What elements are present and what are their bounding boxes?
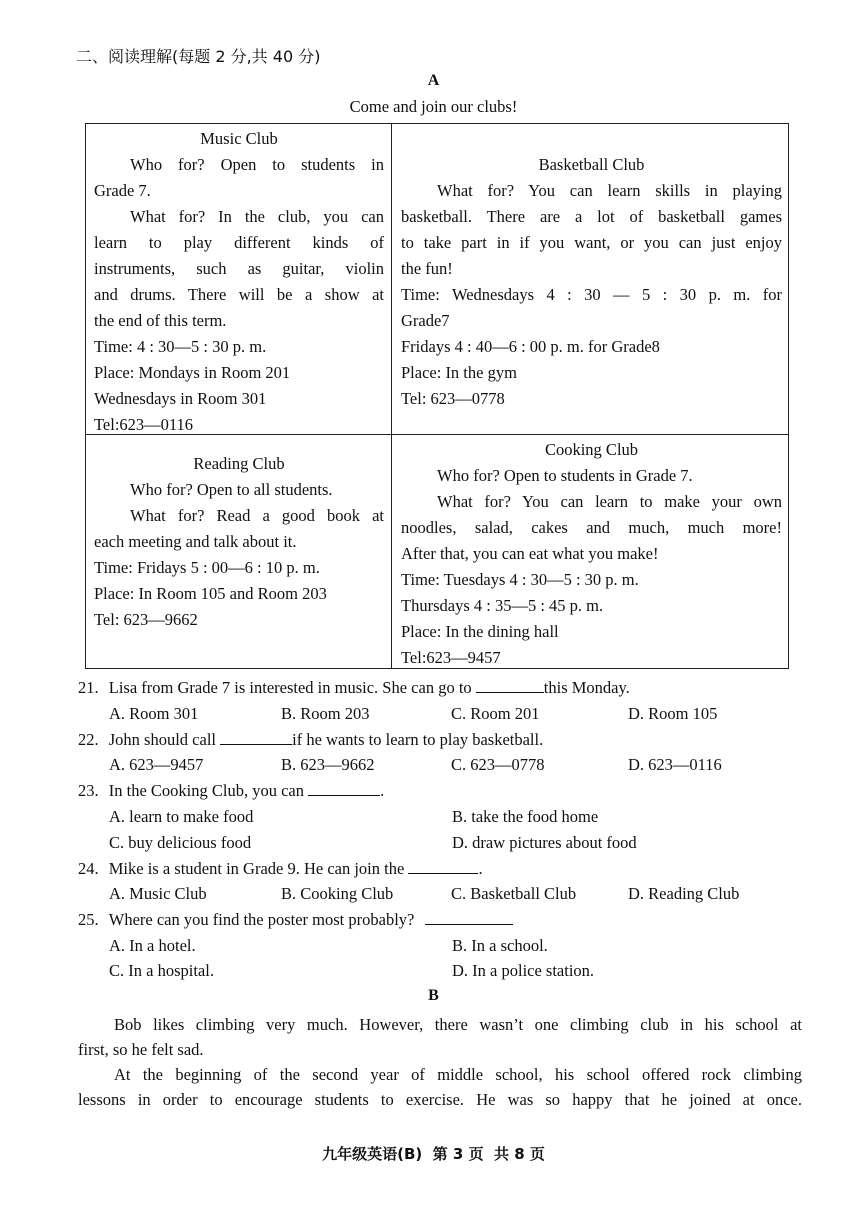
option-21-d[interactable]: D. Room 105 bbox=[628, 704, 718, 723]
question-stem-end: this Monday. bbox=[543, 678, 630, 697]
cooking-club-time: Time: Tuesdays 4 : 30—5 : 30 p. m. bbox=[401, 570, 639, 589]
cooking-club-what-line: noodles, salad, cakes and much, much more! bbox=[401, 518, 782, 537]
music-club-what: What for? In the club, you can bbox=[130, 207, 384, 226]
question-22 bbox=[78, 730, 543, 750]
question-21 bbox=[78, 678, 630, 698]
passage-line: Bob likes climbing very much. However, there wasn’t one climbing club in his school at bbox=[114, 1015, 802, 1034]
part-a-label: A bbox=[427, 72, 440, 89]
reading-club-who: Who for? Open to all students. bbox=[130, 480, 333, 499]
question-number: 21. bbox=[78, 678, 99, 697]
cooking-club-who: Who for? Open to students in Grade 7. bbox=[437, 466, 693, 485]
reading-club-what: What for? Read a good book at bbox=[130, 506, 384, 525]
music-club-what-line: instruments, such as guitar, violin bbox=[94, 259, 384, 278]
basketball-club-what-line: to take part in if you want, or you can just enjoy bbox=[401, 233, 782, 252]
basketball-club-tel: Tel: 623—0778 bbox=[401, 389, 505, 408]
basketball-club-time-cont: Fridays 4 : 40—6 : 00 p. m. for Grade8 bbox=[401, 337, 660, 356]
music-club-what-line: and drums. There will be a show at bbox=[94, 285, 384, 304]
question-stem-end: . bbox=[380, 781, 385, 800]
page-footer: 九年级英语(B) 第 3 页 共 8 页 bbox=[322, 1145, 545, 1163]
part-b-label: B bbox=[428, 987, 439, 1004]
option-24-b[interactable]: B. Cooking Club bbox=[281, 884, 394, 903]
option-23-b[interactable]: B. take the food home bbox=[452, 807, 599, 826]
reading-club-cell bbox=[94, 451, 384, 633]
basketball-club-what: What for? You can learn skills in playing bbox=[437, 181, 782, 200]
option-25-c[interactable]: C. In a hospital. bbox=[109, 961, 214, 980]
cooking-club-title: Cooking Club bbox=[544, 440, 639, 459]
option-24-a[interactable]: A. Music Club bbox=[109, 884, 207, 903]
option-22-c[interactable]: C. 623—0778 bbox=[451, 755, 545, 774]
option-23-a[interactable]: A. learn to make food bbox=[109, 807, 254, 826]
answer-blank[interactable] bbox=[425, 910, 513, 925]
passage-line: At the beginning of the second year of middle school, his school offered rock climbing bbox=[114, 1065, 802, 1084]
question-23 bbox=[78, 781, 384, 801]
reading-club-tel: Tel: 623—9662 bbox=[94, 610, 198, 629]
option-24-c[interactable]: C. Basketball Club bbox=[451, 884, 577, 903]
question-24 bbox=[78, 859, 483, 879]
cooking-club-time-cont: Thursdays 4 : 35—5 : 45 p. m. bbox=[401, 596, 604, 615]
cooking-club-cell bbox=[401, 437, 782, 671]
basketball-club-time-cont: Grade7 bbox=[401, 311, 450, 330]
option-21-c[interactable]: C. Room 201 bbox=[451, 704, 540, 723]
question-stem-end: . bbox=[478, 859, 483, 878]
option-25-b[interactable]: B. In a school. bbox=[452, 936, 548, 955]
question-stem: Where can you find the poster most probably? bbox=[108, 910, 415, 929]
basketball-club-time: Time: Wednesdays 4 : 30 — 5 : 30 p. m. for bbox=[401, 285, 782, 304]
cooking-club-what-line: After that, you can eat what you make! bbox=[401, 544, 659, 563]
answer-blank[interactable] bbox=[220, 730, 292, 745]
music-club-place: Place: Mondays in Room 201 bbox=[94, 363, 291, 382]
question-number: 22. bbox=[78, 730, 99, 749]
passage-line: lessons in order to encourage students to exercise. He was so happy that he joined at once. bbox=[78, 1090, 802, 1109]
basketball-club-what-line: basketball. There are a lot of basketball games bbox=[401, 207, 782, 226]
option-24-d[interactable]: D. Reading Club bbox=[628, 884, 740, 903]
answer-blank[interactable] bbox=[408, 859, 478, 874]
part-a-title: Come and join our clubs! bbox=[349, 97, 518, 116]
question-number: 25. bbox=[78, 910, 99, 929]
music-club-who: Who for? Open to students in bbox=[130, 155, 384, 174]
music-club-title: Music Club bbox=[200, 129, 278, 148]
question-stem: John should call bbox=[108, 730, 216, 749]
basketball-club-what-line: the fun! bbox=[401, 259, 453, 278]
music-club-cell bbox=[94, 126, 384, 438]
question-25 bbox=[78, 910, 513, 930]
music-club-what-line: the end of this term. bbox=[94, 311, 227, 330]
question-stem: In the Cooking Club, you can bbox=[108, 781, 304, 800]
basketball-club-cell bbox=[401, 152, 782, 412]
passage-line: first, so he felt sad. bbox=[78, 1040, 204, 1059]
question-number: 23. bbox=[78, 781, 99, 800]
answer-blank[interactable] bbox=[476, 678, 544, 693]
basketball-club-title: Basketball Club bbox=[538, 155, 645, 174]
section-heading: 二、阅读理解(每题 2 分,共 40 分) bbox=[76, 47, 321, 66]
question-stem: Lisa from Grade 7 is interested in music. She can go to bbox=[108, 678, 472, 697]
option-21-a[interactable]: A. Room 301 bbox=[109, 704, 199, 723]
table-divider-vertical bbox=[391, 124, 392, 668]
option-21-b[interactable]: B. Room 203 bbox=[281, 704, 370, 723]
option-25-a[interactable]: A. In a hotel. bbox=[109, 936, 196, 955]
music-club-tel: Tel:623—0116 bbox=[94, 415, 194, 434]
reading-club-place: Place: In Room 105 and Room 203 bbox=[94, 584, 327, 603]
music-club-time: Time: 4 : 30—5 : 30 p. m. bbox=[94, 337, 267, 356]
basketball-club-place: Place: In the gym bbox=[401, 363, 517, 382]
option-23-d[interactable]: D. draw pictures about food bbox=[452, 833, 637, 852]
question-stem: Mike is a student in Grade 9. He can join the bbox=[108, 859, 405, 878]
question-stem-end: if he wants to learn to play basketball. bbox=[292, 730, 544, 749]
question-number: 24. bbox=[78, 859, 99, 878]
cooking-club-place: Place: In the dining hall bbox=[401, 622, 559, 641]
cooking-club-tel: Tel:623—9457 bbox=[401, 648, 501, 667]
reading-club-title: Reading Club bbox=[193, 454, 285, 473]
option-22-b[interactable]: B. 623—9662 bbox=[281, 755, 375, 774]
part-b-passage bbox=[78, 1012, 802, 1112]
option-25-d[interactable]: D. In a police station. bbox=[452, 961, 595, 980]
cooking-club-what: What for? You can learn to make your own bbox=[437, 492, 782, 511]
music-club-what-line: learn to play different kinds of bbox=[94, 233, 384, 252]
option-23-c[interactable]: C. buy delicious food bbox=[109, 833, 252, 852]
music-club-who-cont: Grade 7. bbox=[94, 181, 151, 200]
option-22-a[interactable]: A. 623—9457 bbox=[109, 755, 204, 774]
reading-club-what-line: each meeting and talk about it. bbox=[94, 532, 297, 551]
reading-club-time: Time: Fridays 5 : 00—6 : 10 p. m. bbox=[94, 558, 320, 577]
option-22-d[interactable]: D. 623—0116 bbox=[628, 755, 722, 774]
music-club-place-cont: Wednesdays in Room 301 bbox=[94, 389, 267, 408]
answer-blank[interactable] bbox=[308, 781, 380, 796]
clubs-table bbox=[85, 123, 789, 669]
